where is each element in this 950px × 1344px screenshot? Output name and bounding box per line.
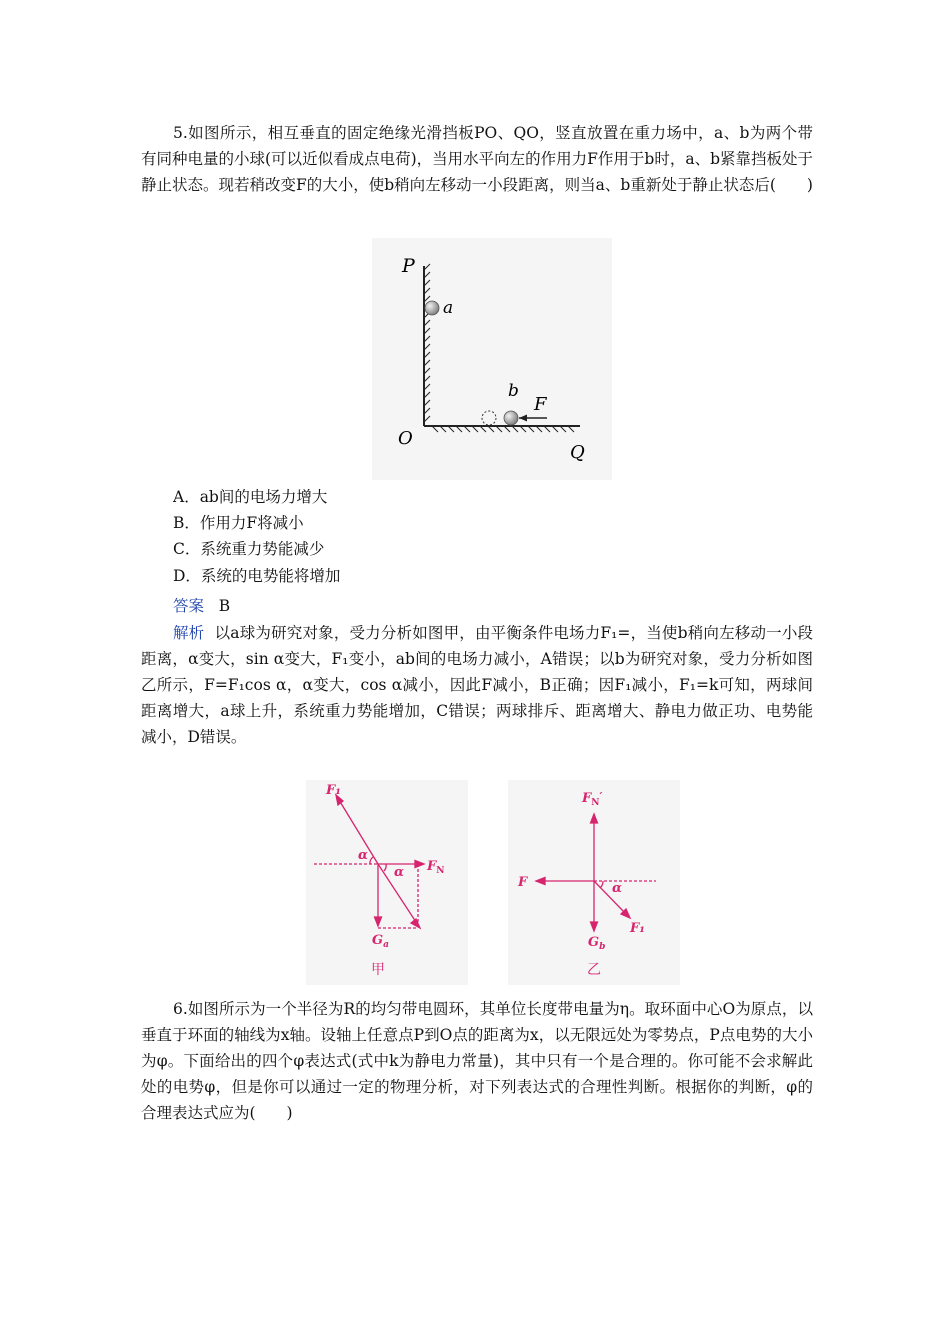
question-5-stem — [141, 120, 813, 198]
force-diagram-yi — [508, 780, 680, 985]
option-c: C．系统重力势能减少 — [173, 540, 325, 558]
question-6-stem — [141, 996, 813, 1126]
label-a: a — [443, 298, 454, 318]
label-O: O — [398, 428, 413, 449]
force-diagram-jia — [306, 780, 468, 985]
analysis-label: 解析 — [173, 624, 205, 642]
label-alpha-yi: α — [612, 881, 623, 896]
label-Q: Q — [570, 442, 585, 463]
label-FN-prime: $F_N'$ — [582, 790, 603, 808]
option-a: A．ab间的电场力增大 — [173, 488, 328, 506]
answer-label: 答案 — [173, 597, 205, 615]
analysis-text: 以a球为研究对象，受力分析如图甲，由平衡条件电场力F₁=，当使b稍向左移动一小段距离，α变大，sin α变大，F₁变小，ab间的电场力减小，A错误；以b为研究对象，受力分析如图乙所示，F=F₁cos α，α变大，cos α减小，因此F减小，B正确；因F₁减小，F₁=k可知，两球间距离增大，a球上升，系统重力势能增加，C错误；两球排斥、距离增大、静电力做正功、电势能减小，D错误。 — [141, 624, 813, 746]
caption-jia: 甲 — [371, 962, 385, 978]
question-5-figure — [372, 238, 612, 480]
label-F1: F₁ — [326, 783, 341, 798]
label-FN: $F_N$ — [427, 859, 445, 876]
label-F1-yi: F₁ — [630, 921, 645, 936]
label-Ga: $G_a$ — [372, 933, 389, 950]
label-b: b — [508, 381, 519, 401]
label-P: P — [402, 255, 415, 277]
caption-yi: 乙 — [587, 962, 601, 978]
option-d: D．系统的电势能将增加 — [173, 567, 341, 585]
label-F-yi: F — [518, 875, 528, 890]
label-F: F — [534, 394, 547, 415]
question-6-text: 6.如图所示为一个半径为R的均匀带电圆环，其单位长度带电量为η。取环面中心O为原点，以垂直于环面的轴线为x轴。设轴上任意点P到O点的距离为x，以无限远处为零势点，P点电势的大小为φ。下面给出的四个φ表达式(式中k为静电力常量)，其中只有一个是合理的。你可能不会求解此处的电势φ，但是你可以通过一定的物理分析，对下列表达式的合理性判断。根据你的判断，φ的合理表达式应为( ) — [141, 1000, 813, 1122]
label-Gb: $G_b$ — [588, 935, 606, 952]
label-alpha-jia-1: α — [358, 848, 369, 863]
analysis-block — [141, 620, 813, 750]
wall-diagram — [372, 238, 612, 480]
answer-value: B — [218, 597, 231, 615]
ball-b — [504, 411, 518, 425]
option-b: B．作用力F将减小 — [173, 514, 304, 532]
answer-line — [173, 593, 230, 619]
label-alpha-jia-2: α — [394, 865, 405, 880]
question-5-text: 5.如图所示，相互垂直的固定绝缘光滑挡板PO、QO，竖直放置在重力场中，a、b为两个带有同种电量的小球(可以近似看成点电荷)，当用水平向左的作用力F作用于b时，a、b紧靠挡板处于静止状态。现若稍改变F的大小，使b稍向左移动一小段距离，则当a、b重新处于静止状态后( ) — [141, 124, 813, 194]
ball-a — [425, 301, 439, 315]
